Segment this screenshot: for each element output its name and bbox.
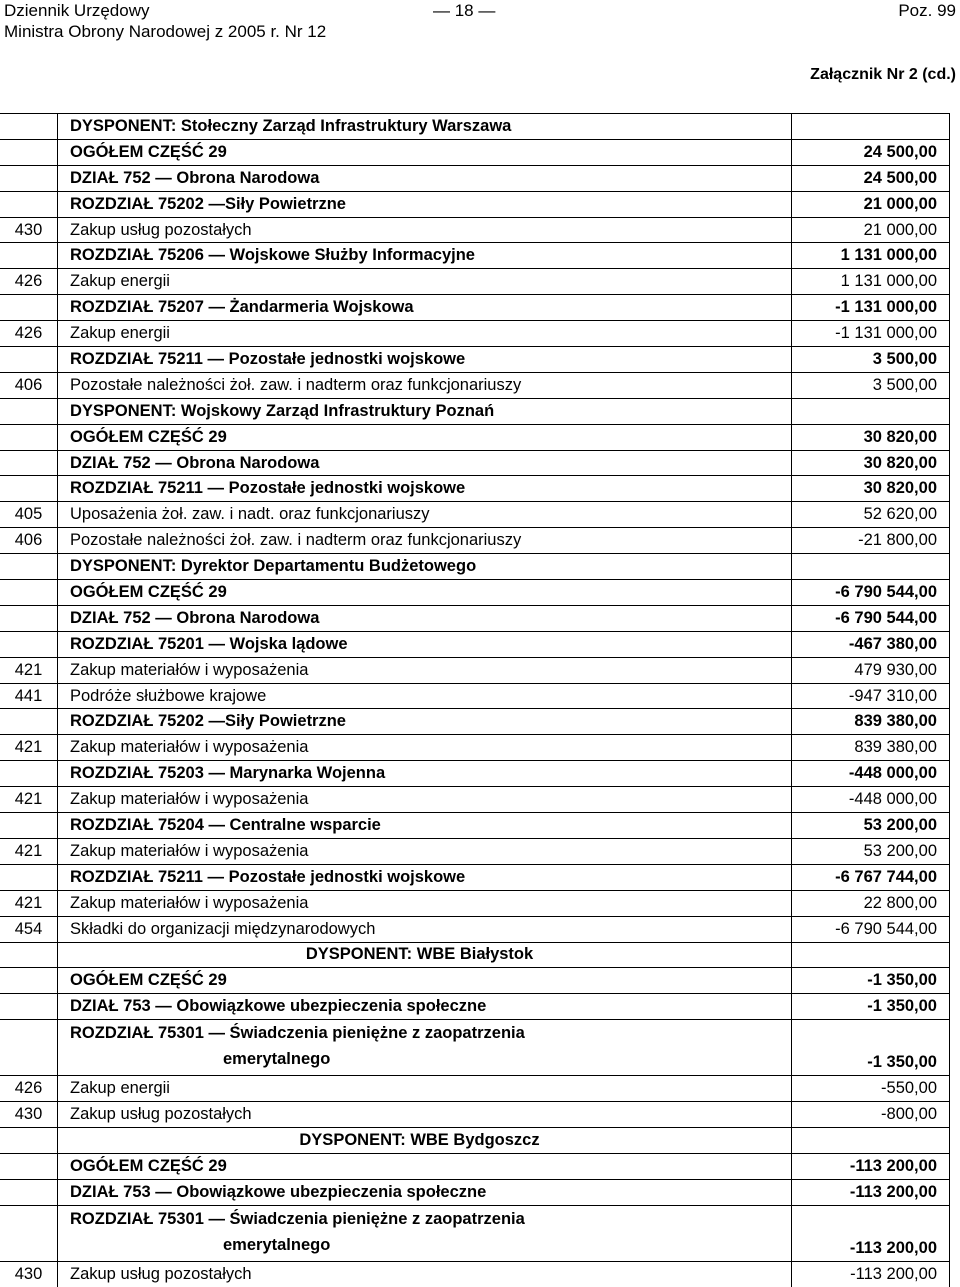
amount: [792, 114, 950, 140]
amount: 53 200,00: [792, 813, 950, 839]
paragraph-code: [0, 1205, 58, 1261]
amount: 24 500,00: [792, 139, 950, 165]
paragraph-code: 421: [0, 735, 58, 761]
description-line: ROZDZIAŁ 75301 — Świadczenia pieniężne z zaopatrzenia: [70, 1209, 525, 1228]
table-row: [0, 372, 950, 398]
item-description: ROZDZIAŁ 75207 — Żandarmeria Wojskowa: [58, 295, 792, 321]
amount: 30 820,00: [792, 476, 950, 502]
amount: -1 350,00: [792, 994, 950, 1020]
item-description: Zakup materiałów i wyposażenia: [58, 838, 792, 864]
item-description: DZIAŁ 752 — Obrona Narodowa: [58, 165, 792, 191]
table-row: [0, 398, 950, 424]
paragraph-code: [0, 968, 58, 994]
amount: -448 000,00: [792, 761, 950, 787]
table-row: [0, 139, 950, 165]
table-row: [0, 114, 950, 140]
paragraph-code: [0, 139, 58, 165]
budget-table-body: [0, 114, 950, 1287]
table-row: [0, 476, 950, 502]
paragraph-code: 426: [0, 321, 58, 347]
paragraph-code: 430: [0, 217, 58, 243]
item-description: ROZDZIAŁ 75211 — Pozostałe jednostki wojskowe: [58, 864, 792, 890]
position-number: Poz. 99: [898, 1, 956, 20]
table-row: [0, 864, 950, 890]
item-description: Zakup energii: [58, 321, 792, 347]
item-description: Zakup usług pozostałych: [58, 1261, 792, 1286]
paragraph-code: 421: [0, 787, 58, 813]
paragraph-code: [0, 165, 58, 191]
item-description: DZIAŁ 753 — Obowiązkowe ubezpieczenia społeczne: [58, 1179, 792, 1205]
amount: 52 620,00: [792, 502, 950, 528]
paragraph-code: [0, 709, 58, 735]
table-row: [0, 1179, 950, 1205]
amount: [792, 398, 950, 424]
table-row: [0, 450, 950, 476]
description-line-continued: emerytalnego: [223, 1235, 331, 1254]
amount: 22 800,00: [792, 890, 950, 916]
item-description: DZIAŁ 752 — Obrona Narodowa: [58, 605, 792, 631]
paragraph-code: [0, 864, 58, 890]
item-description: Zakup energii: [58, 1076, 792, 1102]
table-row: [0, 1261, 950, 1286]
paragraph-code: [0, 994, 58, 1020]
table-row: [0, 735, 950, 761]
paragraph-code: 405: [0, 502, 58, 528]
item-description: DYSPONENT: WBE Białystok: [58, 942, 792, 968]
amount: 3 500,00: [792, 347, 950, 373]
amount: -21 800,00: [792, 528, 950, 554]
table-row: [0, 1127, 950, 1153]
item-description: DZIAŁ 753 — Obowiązkowe ubezpieczenia społeczne: [58, 994, 792, 1020]
description-line: ROZDZIAŁ 75301 — Świadczenia pieniężne z zaopatrzenia: [70, 1024, 525, 1043]
item-description: OGÓŁEM CZĘŚĆ 29: [58, 968, 792, 994]
item-description: Uposażenia żoł. zaw. i nadt. oraz funkcjonariuszy: [58, 502, 792, 528]
amount: 479 930,00: [792, 657, 950, 683]
paragraph-code: [0, 424, 58, 450]
amount: 21 000,00: [792, 217, 950, 243]
item-description: ROZDZIAŁ 75202 —Siły Powietrzne: [58, 191, 792, 217]
amount: -113 200,00: [792, 1179, 950, 1205]
amount: 21 000,00: [792, 191, 950, 217]
publisher-line: Ministra Obrony Narodowej z 2005 r. Nr 12: [4, 22, 327, 41]
item-description: [58, 1020, 792, 1076]
table-row: [0, 916, 950, 942]
amount: -6 767 744,00: [792, 864, 950, 890]
item-description: Pozostałe należności żoł. zaw. i nadterm oraz funkcjonariuszy: [58, 528, 792, 554]
amount: 1 131 000,00: [792, 269, 950, 295]
paragraph-code: [0, 114, 58, 140]
paragraph-code: [0, 191, 58, 217]
item-description: Zakup usług pozostałych: [58, 217, 792, 243]
amount: 30 820,00: [792, 424, 950, 450]
table-row: [0, 605, 950, 631]
amount: -467 380,00: [792, 631, 950, 657]
paragraph-code: 406: [0, 372, 58, 398]
item-description: DYSPONENT: Dyrektor Departamentu Budżetowego: [58, 554, 792, 580]
amount: -1 131 000,00: [792, 321, 950, 347]
paragraph-code: [0, 243, 58, 269]
item-description: ROZDZIAŁ 75204 — Centralne wsparcie: [58, 813, 792, 839]
item-description: OGÓŁEM CZĘŚĆ 29: [58, 1153, 792, 1179]
paragraph-code: 421: [0, 838, 58, 864]
item-description: ROZDZIAŁ 75201 — Wojska lądowe: [58, 631, 792, 657]
table-row: [0, 787, 950, 813]
table-row: [0, 191, 950, 217]
table-row: [0, 1076, 950, 1102]
table-row: [0, 631, 950, 657]
table-row: [0, 295, 950, 321]
paragraph-code: [0, 450, 58, 476]
item-description: Zakup materiałów i wyposażenia: [58, 657, 792, 683]
table-row: [0, 217, 950, 243]
paragraph-code: 421: [0, 657, 58, 683]
paragraph-code: 430: [0, 1102, 58, 1128]
paragraph-code: 421: [0, 890, 58, 916]
item-description: Zakup materiałów i wyposażenia: [58, 787, 792, 813]
amount: [792, 942, 950, 968]
item-description: OGÓŁEM CZĘŚĆ 29: [58, 580, 792, 606]
table-row: [0, 657, 950, 683]
paragraph-code: [0, 631, 58, 657]
table-row: [0, 968, 950, 994]
table-row: [0, 683, 950, 709]
amount: 53 200,00: [792, 838, 950, 864]
item-description: Zakup usług pozostałych: [58, 1102, 792, 1128]
item-description: DYSPONENT: Stołeczny Zarząd Infrastruktury Warszawa: [58, 114, 792, 140]
paragraph-code: [0, 295, 58, 321]
amount: 3 500,00: [792, 372, 950, 398]
paragraph-code: [0, 398, 58, 424]
amount: 24 500,00: [792, 165, 950, 191]
paragraph-code: [0, 1127, 58, 1153]
table-row: [0, 1102, 950, 1128]
item-description: OGÓŁEM CZĘŚĆ 29: [58, 424, 792, 450]
amount: -6 790 544,00: [792, 605, 950, 631]
paragraph-code: [0, 942, 58, 968]
table-row: [0, 994, 950, 1020]
paragraph-code: [0, 554, 58, 580]
description-line-continued: emerytalnego: [223, 1050, 331, 1069]
item-description: ROZDZIAŁ 75211 — Pozostałe jednostki wojskowe: [58, 476, 792, 502]
table-row: [0, 709, 950, 735]
item-description: Pozostałe należności żoł. zaw. i nadterm oraz funkcjonariuszy: [58, 372, 792, 398]
table-row: [0, 813, 950, 839]
amount: -947 310,00: [792, 683, 950, 709]
amount: -1 350,00: [792, 968, 950, 994]
item-description: Zakup materiałów i wyposażenia: [58, 735, 792, 761]
amount: 1 131 000,00: [792, 243, 950, 269]
table-row: [0, 424, 950, 450]
table-row: [0, 321, 950, 347]
amount: -800,00: [792, 1102, 950, 1128]
amount: 839 380,00: [792, 709, 950, 735]
amount: -1 131 000,00: [792, 295, 950, 321]
amount: -6 790 544,00: [792, 916, 950, 942]
table-row: [0, 347, 950, 373]
table-row: [0, 1205, 950, 1261]
paragraph-code: 406: [0, 528, 58, 554]
amount: -113 200,00: [792, 1261, 950, 1286]
table-row: [0, 838, 950, 864]
paragraph-code: 426: [0, 269, 58, 295]
table-row: [0, 580, 950, 606]
item-description: Składki do organizacji międzynarodowych: [58, 916, 792, 942]
table-row: [0, 1153, 950, 1179]
item-description: Podróże służbowe krajowe: [58, 683, 792, 709]
item-description: DZIAŁ 752 — Obrona Narodowa: [58, 450, 792, 476]
amount: -113 200,00: [792, 1153, 950, 1179]
amount: -550,00: [792, 1076, 950, 1102]
item-description: Zakup energii: [58, 269, 792, 295]
item-description: OGÓŁEM CZĘŚĆ 29: [58, 139, 792, 165]
item-description: ROZDZIAŁ 75211 — Pozostałe jednostki wojskowe: [58, 347, 792, 373]
attachment-label: Załącznik Nr 2 (cd.): [810, 66, 956, 83]
table-row: [0, 890, 950, 916]
budget-table: [0, 113, 950, 1287]
table-row: [0, 761, 950, 787]
journal-title: Dziennik Urzędowy: [4, 1, 150, 20]
amount: 839 380,00: [792, 735, 950, 761]
table-row: [0, 502, 950, 528]
paragraph-code: [0, 476, 58, 502]
table-row: [0, 554, 950, 580]
table-row: [0, 942, 950, 968]
item-description: DYSPONENT: Wojskowy Zarząd Infrastruktury Poznań: [58, 398, 792, 424]
paragraph-code: [0, 1179, 58, 1205]
amount: [792, 1127, 950, 1153]
item-description: [58, 1205, 792, 1261]
amount: -113 200,00: [792, 1205, 950, 1261]
paragraph-code: [0, 1153, 58, 1179]
paragraph-code: [0, 580, 58, 606]
paragraph-code: 454: [0, 916, 58, 942]
page-number: — 18 —: [433, 1, 496, 20]
paragraph-code: [0, 605, 58, 631]
paragraph-code: 441: [0, 683, 58, 709]
item-description: Zakup materiałów i wyposażenia: [58, 890, 792, 916]
paragraph-code: 426: [0, 1076, 58, 1102]
amount: -1 350,00: [792, 1020, 950, 1076]
table-row: [0, 1020, 950, 1076]
paragraph-code: [0, 761, 58, 787]
table-row: [0, 269, 950, 295]
table-row: [0, 165, 950, 191]
item-description: ROZDZIAŁ 75202 —Siły Powietrzne: [58, 709, 792, 735]
paragraph-code: [0, 347, 58, 373]
item-description: ROZDZIAŁ 75206 — Wojskowe Służby Informacyjne: [58, 243, 792, 269]
paragraph-code: [0, 813, 58, 839]
paragraph-code: [0, 1020, 58, 1076]
amount: [792, 554, 950, 580]
item-description: ROZDZIAŁ 75203 — Marynarka Wojenna: [58, 761, 792, 787]
amount: -448 000,00: [792, 787, 950, 813]
paragraph-code: 430: [0, 1261, 58, 1286]
table-row: [0, 243, 950, 269]
item-description: DYSPONENT: WBE Bydgoszcz: [58, 1127, 792, 1153]
table-row: [0, 528, 950, 554]
amount: 30 820,00: [792, 450, 950, 476]
amount: -6 790 544,00: [792, 580, 950, 606]
